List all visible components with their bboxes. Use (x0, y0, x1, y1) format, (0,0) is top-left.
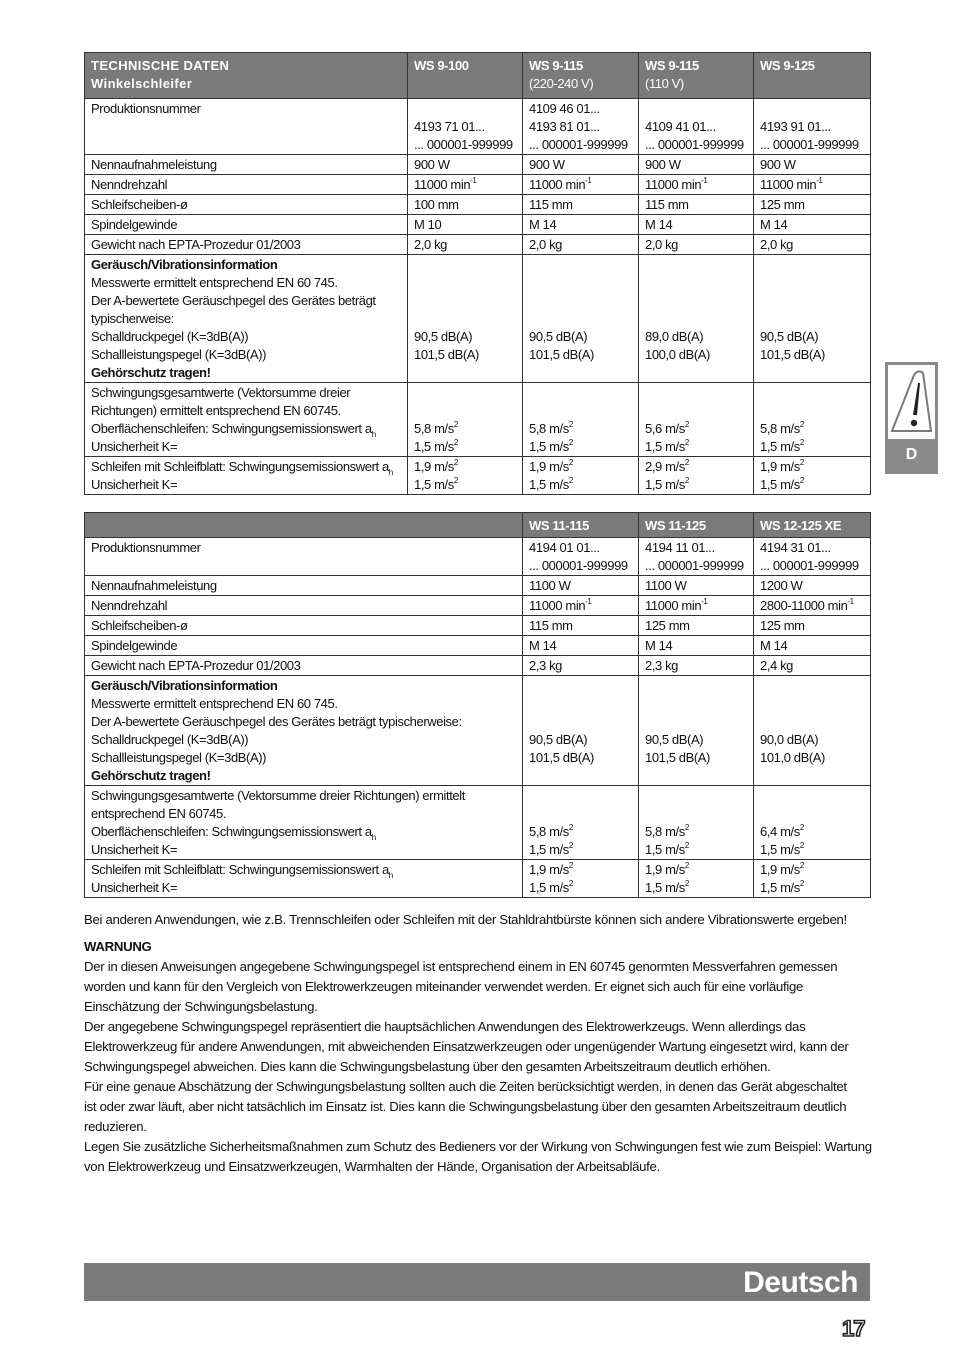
cell: 1100 W (639, 576, 754, 596)
row-label: Spindelgewinde (85, 215, 408, 235)
cell: 90,5 dB(A) 101,5 dB(A) (639, 676, 754, 786)
row-label: Schleifscheiben-ø (85, 195, 408, 215)
cell: M 14 (639, 636, 754, 656)
cell: 5,8 $m/s^2$ 1,5 $m/s^2$ (639, 786, 754, 860)
model-header: WS 9-100 (408, 53, 523, 99)
cell: 900 W (639, 155, 754, 175)
table-row-vibration (85, 383, 871, 457)
cell: 900 W (408, 155, 523, 175)
cell: 4109 41 01... ... 000001-999999 (639, 99, 754, 155)
cell: M 14 (523, 636, 639, 656)
sanding-info: Schleifen mit Schleifblatt: Schwingungsemissionswert $a_h$ Unsicherheit K= (85, 457, 408, 495)
row-label: Produktionsnummer (85, 538, 523, 576)
warning-line: worden und kann für den Vergleich von Elektrowerkzeugen miteinander verwendet werden. Er eignet sich auch für eine vorläufige (84, 979, 804, 994)
page-number: 17 (842, 1316, 865, 1341)
cell: M 14 (754, 636, 871, 656)
warning-line: Elektrowerkzeug für andere Anwendungen, mit abweichenden Einsatzwerkzeugen oder ungenügender Wartung eingesetzt wird, kann der (84, 1039, 849, 1054)
cell: 1,9 $m/s^2$ 1,5 $m/s^2$ (523, 457, 639, 495)
row-label: Nennaufnahmeleistung (85, 155, 408, 175)
language-title: Deutsch (743, 1266, 858, 1299)
table-row (85, 175, 871, 195)
warning-section (84, 937, 874, 1177)
sanding-info: Schleifen mit Schleifblatt: Schwingungsemissionswert $a_h$ Unsicherheit K= (85, 860, 523, 898)
cell: 125 mm (754, 195, 871, 215)
cell: 2,0 kg (639, 235, 754, 255)
cell: 115 mm (523, 616, 639, 636)
cell: 2,0 kg (408, 235, 523, 255)
cell: 11000 $\min^{-1}$ (408, 175, 523, 195)
model-header: WS 11-115 (523, 513, 639, 538)
table-header-row (85, 513, 871, 538)
language-code: D (905, 446, 918, 463)
table-title (85, 513, 523, 538)
table-row (85, 576, 871, 596)
cell: 2,3 kg (523, 656, 639, 676)
cell: 90,5 dB(A) 101,5 dB(A) (754, 255, 871, 383)
table-row-sanding (85, 457, 871, 495)
cell: 5,8 $m/s^2$ 1,5 $m/s^2$ (754, 383, 871, 457)
cell: 5,8 $m/s^2$ 1,5 $m/s^2$ (523, 383, 639, 457)
cell: 4194 31 01... ... 000001-999999 (754, 538, 871, 576)
cell: 90,5 dB(A) 101,5 dB(A) (523, 255, 639, 383)
table-row (85, 215, 871, 235)
model-header: WS 12-125 XE (754, 513, 871, 538)
table-row (85, 235, 871, 255)
cell: 2,9 $m/s^2$ 1,5 $m/s^2$ (639, 457, 754, 495)
warning-title: WARNUNG (84, 939, 152, 954)
table-row-vibration (85, 786, 871, 860)
cell: M 14 (523, 215, 639, 235)
table-row (85, 656, 871, 676)
cell: 89,0 dB(A) 100,0 dB(A) (639, 255, 754, 383)
cell: 5,8 $m/s^2$ 1,5 $m/s^2$ (523, 786, 639, 860)
table-title: TECHNISCHE DATEN Winkelschleifer (85, 53, 408, 99)
row-label: Schleifscheiben-ø (85, 616, 523, 636)
warning-line: ist oder zwar läuft, aber nicht tatsächlich im Einsatz ist. Dies kann die Schwingungsbelastung über den gesamten Arbeitszeitraum deutlich (84, 1099, 847, 1114)
model-header: WS 9-115 (110 V) (639, 53, 754, 99)
cell: 900 W (523, 155, 639, 175)
cell: 115 mm (523, 195, 639, 215)
cell: 2800-11000 $\min^{-1}$ (754, 596, 871, 616)
warning-line: Für eine genaue Abschätzung der Schwingungsbelastung sollten auch die Zeiten berücksichtigt werden, in denen das Gerät abgeschaltet (84, 1079, 847, 1094)
table-row (85, 636, 871, 656)
warning-line: reduzieren. (84, 1119, 147, 1134)
cell: M 10 (408, 215, 523, 235)
table-row-noise (85, 676, 871, 786)
row-label: Produktionsnummer (85, 99, 408, 155)
table-row (85, 596, 871, 616)
noise-info: Geräusch/Vibrationsinformation Messwerte ermittelt entsprechend EN 60 745. Der A-bewertete Geräuschpegel des Gerätes beträgt typischerweise: Schalldruckpegel (K=3dB(A)) Schallleistungspegel (K=3dB(A)) Gehörschutz tragen! (85, 255, 408, 383)
cell: 5,6 $m/s^2$ 1,5 $m/s^2$ (639, 383, 754, 457)
warning-line: von Elektrowerkzeug und Einsatzwerkzeugen, Warmhalten der Hände, Organisation der Arbeitsabläufe. (84, 1159, 660, 1174)
cell: 100 mm (408, 195, 523, 215)
warning-line: Schwingungspegel abweichen. Dies kann die Schwingungsbelastung über den gesamten Arbeitszeitraum deutlich erhöhen. (84, 1059, 771, 1074)
cell: 5,8 $m/s^2$ 1,5 $m/s^2$ (408, 383, 523, 457)
cell: 2,3 kg (639, 656, 754, 676)
cell: 900 W (754, 155, 871, 175)
spec-table-ws11 (84, 512, 871, 898)
row-label: Spindelgewinde (85, 636, 523, 656)
cell: 2,4 kg (754, 656, 871, 676)
row-label: Gewicht nach EPTA-Prozedur 01/2003 (85, 656, 523, 676)
cell: 2,0 kg (754, 235, 871, 255)
cell: 90,0 dB(A) 101,0 dB(A) (754, 676, 871, 786)
row-label: Nenndrehzahl (85, 596, 523, 616)
table-row (85, 155, 871, 175)
cell: 4109 46 01... 4193 81 01... ... 000001-999999 (523, 99, 639, 155)
cell: 1,9 $m/s^2$ 1,5 $m/s^2$ (408, 457, 523, 495)
table-row-noise (85, 255, 871, 383)
table-header-row (85, 53, 871, 99)
warning-line: Der in diesen Anweisungen angegebene Schwingungspegel ist entsprechend einem in EN 60745 genormten Messverfahren gemessen (84, 959, 838, 974)
cell: 4193 91 01... ... 000001-999999 (754, 99, 871, 155)
vibration-info: Schwingungsgesamtwerte (Vektorsumme dreier Richtungen) ermittelt entsprechend EN 60745. Oberflächenschleifen: Schwingungsemissionswert $a_h$ Unsicherheit K= (85, 383, 408, 457)
noise-info: Geräusch/Vibrationsinformation Messwerte ermittelt entsprechend EN 60 745. Der A-bewertete Geräuschpegel des Gerätes beträgt typischerweise: Schalldruckpegel (K=3dB(A)) Schallleistungspegel (K=3dB(A)) Gehörschutz tragen! (85, 676, 523, 786)
cell: 1,9 $m/s^2$ 1,5 $m/s^2$ (639, 860, 754, 898)
cell: 6,4 $m/s^2$ 1,5 $m/s^2$ (754, 786, 871, 860)
model-header: WS 9-125 (754, 53, 871, 99)
cell: 11000 $\min^{-1}$ (523, 596, 639, 616)
footer-bar (84, 1263, 870, 1301)
cell: 2,0 kg (523, 235, 639, 255)
warning-line: Einschätzung der Schwingungsbelastung. (84, 999, 318, 1014)
cell: 1,9 $m/s^2$ 1,5 $m/s^2$ (754, 860, 871, 898)
warning-exclamation-icon (888, 365, 935, 439)
cell: 11000 $\min^{-1}$ (639, 596, 754, 616)
row-label: Gewicht nach EPTA-Prozedur 01/2003 (85, 235, 408, 255)
cell: M 14 (639, 215, 754, 235)
model-header: WS 11-125 (639, 513, 754, 538)
cell: 125 mm (754, 616, 871, 636)
table-row-sanding (85, 860, 871, 898)
cell: 1100 W (523, 576, 639, 596)
cell: M 14 (754, 215, 871, 235)
cell: 115 mm (639, 195, 754, 215)
cell: 90,5 dB(A) 101,5 dB(A) (523, 676, 639, 786)
cell: 125 mm (639, 616, 754, 636)
cell: 4193 71 01... ... 000001-999999 (408, 99, 523, 155)
warning-line: Legen Sie zusätzliche Sicherheitsmaßnahmen zum Schutz des Bedieners vor der Wirkung von Schwingungen fest wie zum Beispiel: Wartung (84, 1139, 872, 1154)
language-side-tab (885, 362, 938, 474)
cell: 90,5 dB(A) 101,5 dB(A) (408, 255, 523, 383)
row-label: Nennaufnahmeleistung (85, 576, 523, 596)
model-header: WS 9-115 (220-240 V) (523, 53, 639, 99)
cell: 1,9 $m/s^2$ 1,5 $m/s^2$ (523, 860, 639, 898)
table-row (85, 99, 871, 155)
cell: 4194 11 01... ... 000001-999999 (639, 538, 754, 576)
table-row (85, 195, 871, 215)
warning-line: Der angegebene Schwingungspegel repräsentiert die hauptsächlichen Anwendungen des Elektrowerkzeugs. Wenn allerdings das (84, 1019, 806, 1034)
table-row (85, 616, 871, 636)
cell: 1200 W (754, 576, 871, 596)
vibration-info: Schwingungsgesamtwerte (Vektorsumme dreier Richtungen) ermittelt entsprechend EN 60745. Oberflächenschleifen: Schwingungsemissionswert $a_h$ Unsicherheit K= (85, 786, 523, 860)
spec-table-ws9 (84, 52, 871, 495)
cell: 1,9 $m/s^2$ 1,5 $m/s^2$ (754, 457, 871, 495)
cell: 11000 $\min^{-1}$ (754, 175, 871, 195)
cell: 4194 01 01... ... 000001-999999 (523, 538, 639, 576)
table-row (85, 538, 871, 576)
cell: 11000 $\min^{-1}$ (639, 175, 754, 195)
vibration-note: Bei anderen Anwendungen, wie z.B. Trennschleifen oder Schleifen mit der Stahldrahtbürste können sich andere Vibrationswerte ergeben! (84, 912, 847, 927)
cell: 11000 $\min^{-1}$ (523, 175, 639, 195)
row-label: Nenndrehzahl (85, 175, 408, 195)
